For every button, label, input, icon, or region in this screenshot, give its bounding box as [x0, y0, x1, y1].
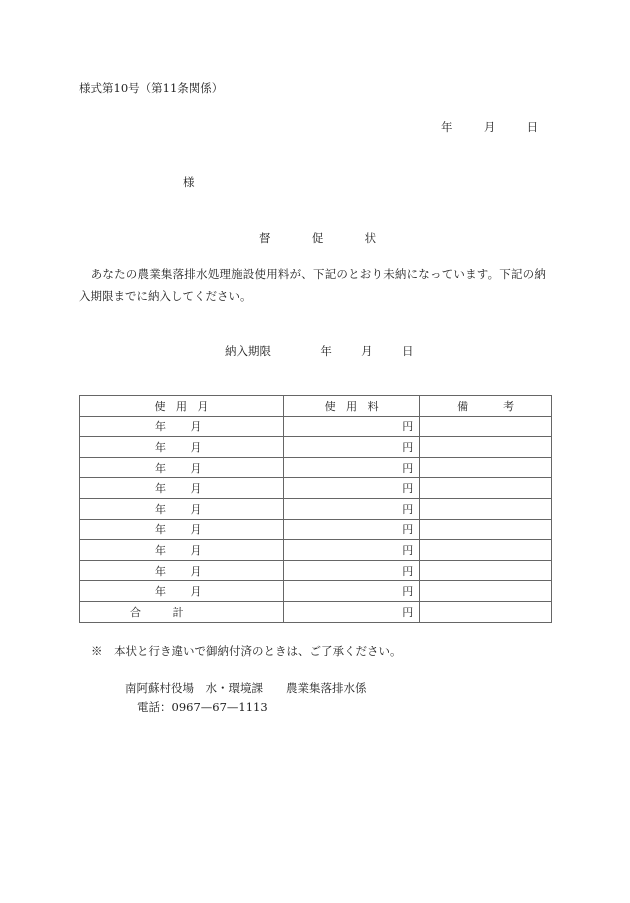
usage-month-cell[interactable]: 年 月 — [80, 540, 284, 561]
remarks-cell[interactable] — [420, 519, 552, 540]
usage-month-cell[interactable]: 年 月 — [80, 519, 284, 540]
table-row — [80, 437, 552, 458]
table-row — [80, 560, 552, 581]
remarks-cell[interactable] — [420, 540, 552, 561]
table-total-row — [80, 601, 552, 622]
table-row — [80, 498, 552, 519]
remarks-cell[interactable] — [420, 478, 552, 499]
remarks-cell[interactable] — [420, 416, 552, 437]
payment-deadline: 納入期限 年 月 日 — [225, 344, 414, 358]
usage-fee-cell[interactable]: 円 — [284, 519, 420, 540]
header-usage-month: 使 用 月 — [80, 396, 284, 417]
addressee-suffix: 様 — [183, 175, 195, 189]
table-header-row — [80, 396, 552, 417]
usage-fee-cell[interactable]: 円 — [284, 560, 420, 581]
usage-fee-cell[interactable]: 円 — [284, 540, 420, 561]
remarks-cell[interactable] — [420, 498, 552, 519]
document-title: 督 促 状 — [259, 231, 377, 245]
date-year: 年 — [441, 120, 453, 134]
contact-office: 南阿蘇村役場 水・環境課 農業集落排水係 — [125, 681, 367, 695]
remarks-cell[interactable] — [420, 457, 552, 478]
remarks-cell[interactable] — [420, 437, 552, 458]
remarks-cell[interactable] — [420, 581, 552, 602]
remarks-cell[interactable] — [420, 560, 552, 581]
note-text: ※ 本状と行き違いで御納付済のときは、ご了承ください。 — [91, 644, 402, 658]
table-row — [80, 416, 552, 437]
usage-fee-cell[interactable]: 円 — [284, 581, 420, 602]
form-number: 様式第10号（第11条関係） — [79, 81, 224, 95]
total-label: 合 計 — [80, 601, 284, 622]
usage-month-cell[interactable]: 年 月 — [80, 457, 284, 478]
usage-month-cell[interactable]: 年 月 — [80, 416, 284, 437]
total-fee-cell[interactable]: 円 — [284, 601, 420, 622]
usage-fee-cell[interactable]: 円 — [284, 437, 420, 458]
usage-fee-cell[interactable]: 円 — [284, 416, 420, 437]
usage-month-cell[interactable]: 年 月 — [80, 581, 284, 602]
usage-month-cell[interactable]: 年 月 — [80, 498, 284, 519]
deadline-label: 納入期限 — [225, 344, 271, 358]
header-remarks: 備 考 — [420, 396, 552, 417]
date-day: 日 — [526, 120, 539, 134]
table-row — [80, 581, 552, 602]
usage-month-cell[interactable]: 年 月 — [80, 560, 284, 581]
table-row — [80, 540, 552, 561]
date-month: 月 — [483, 120, 496, 134]
header-usage-fee: 使 用 料 — [284, 396, 420, 417]
usage-fee-cell[interactable]: 円 — [284, 478, 420, 499]
usage-month-cell[interactable]: 年 月 — [80, 437, 284, 458]
body-text-line2: 入期限までに納入してください。 — [79, 289, 252, 303]
body-text-line1: あなたの農業集落排水処理施設使用料が、下記のとおり未納になっています。下記の納 — [79, 267, 547, 281]
contact-phone: 電話：0967—67—1113 — [137, 700, 268, 714]
usage-fee-cell[interactable]: 円 — [284, 457, 420, 478]
table-row — [80, 457, 552, 478]
usage-fee-cell[interactable]: 円 — [284, 498, 420, 519]
total-remarks-cell[interactable] — [420, 601, 552, 622]
usage-fee-table — [79, 395, 552, 623]
usage-month-cell[interactable]: 年 月 — [80, 478, 284, 499]
table-row — [80, 519, 552, 540]
issue-date — [441, 119, 538, 135]
table-row — [80, 478, 552, 499]
